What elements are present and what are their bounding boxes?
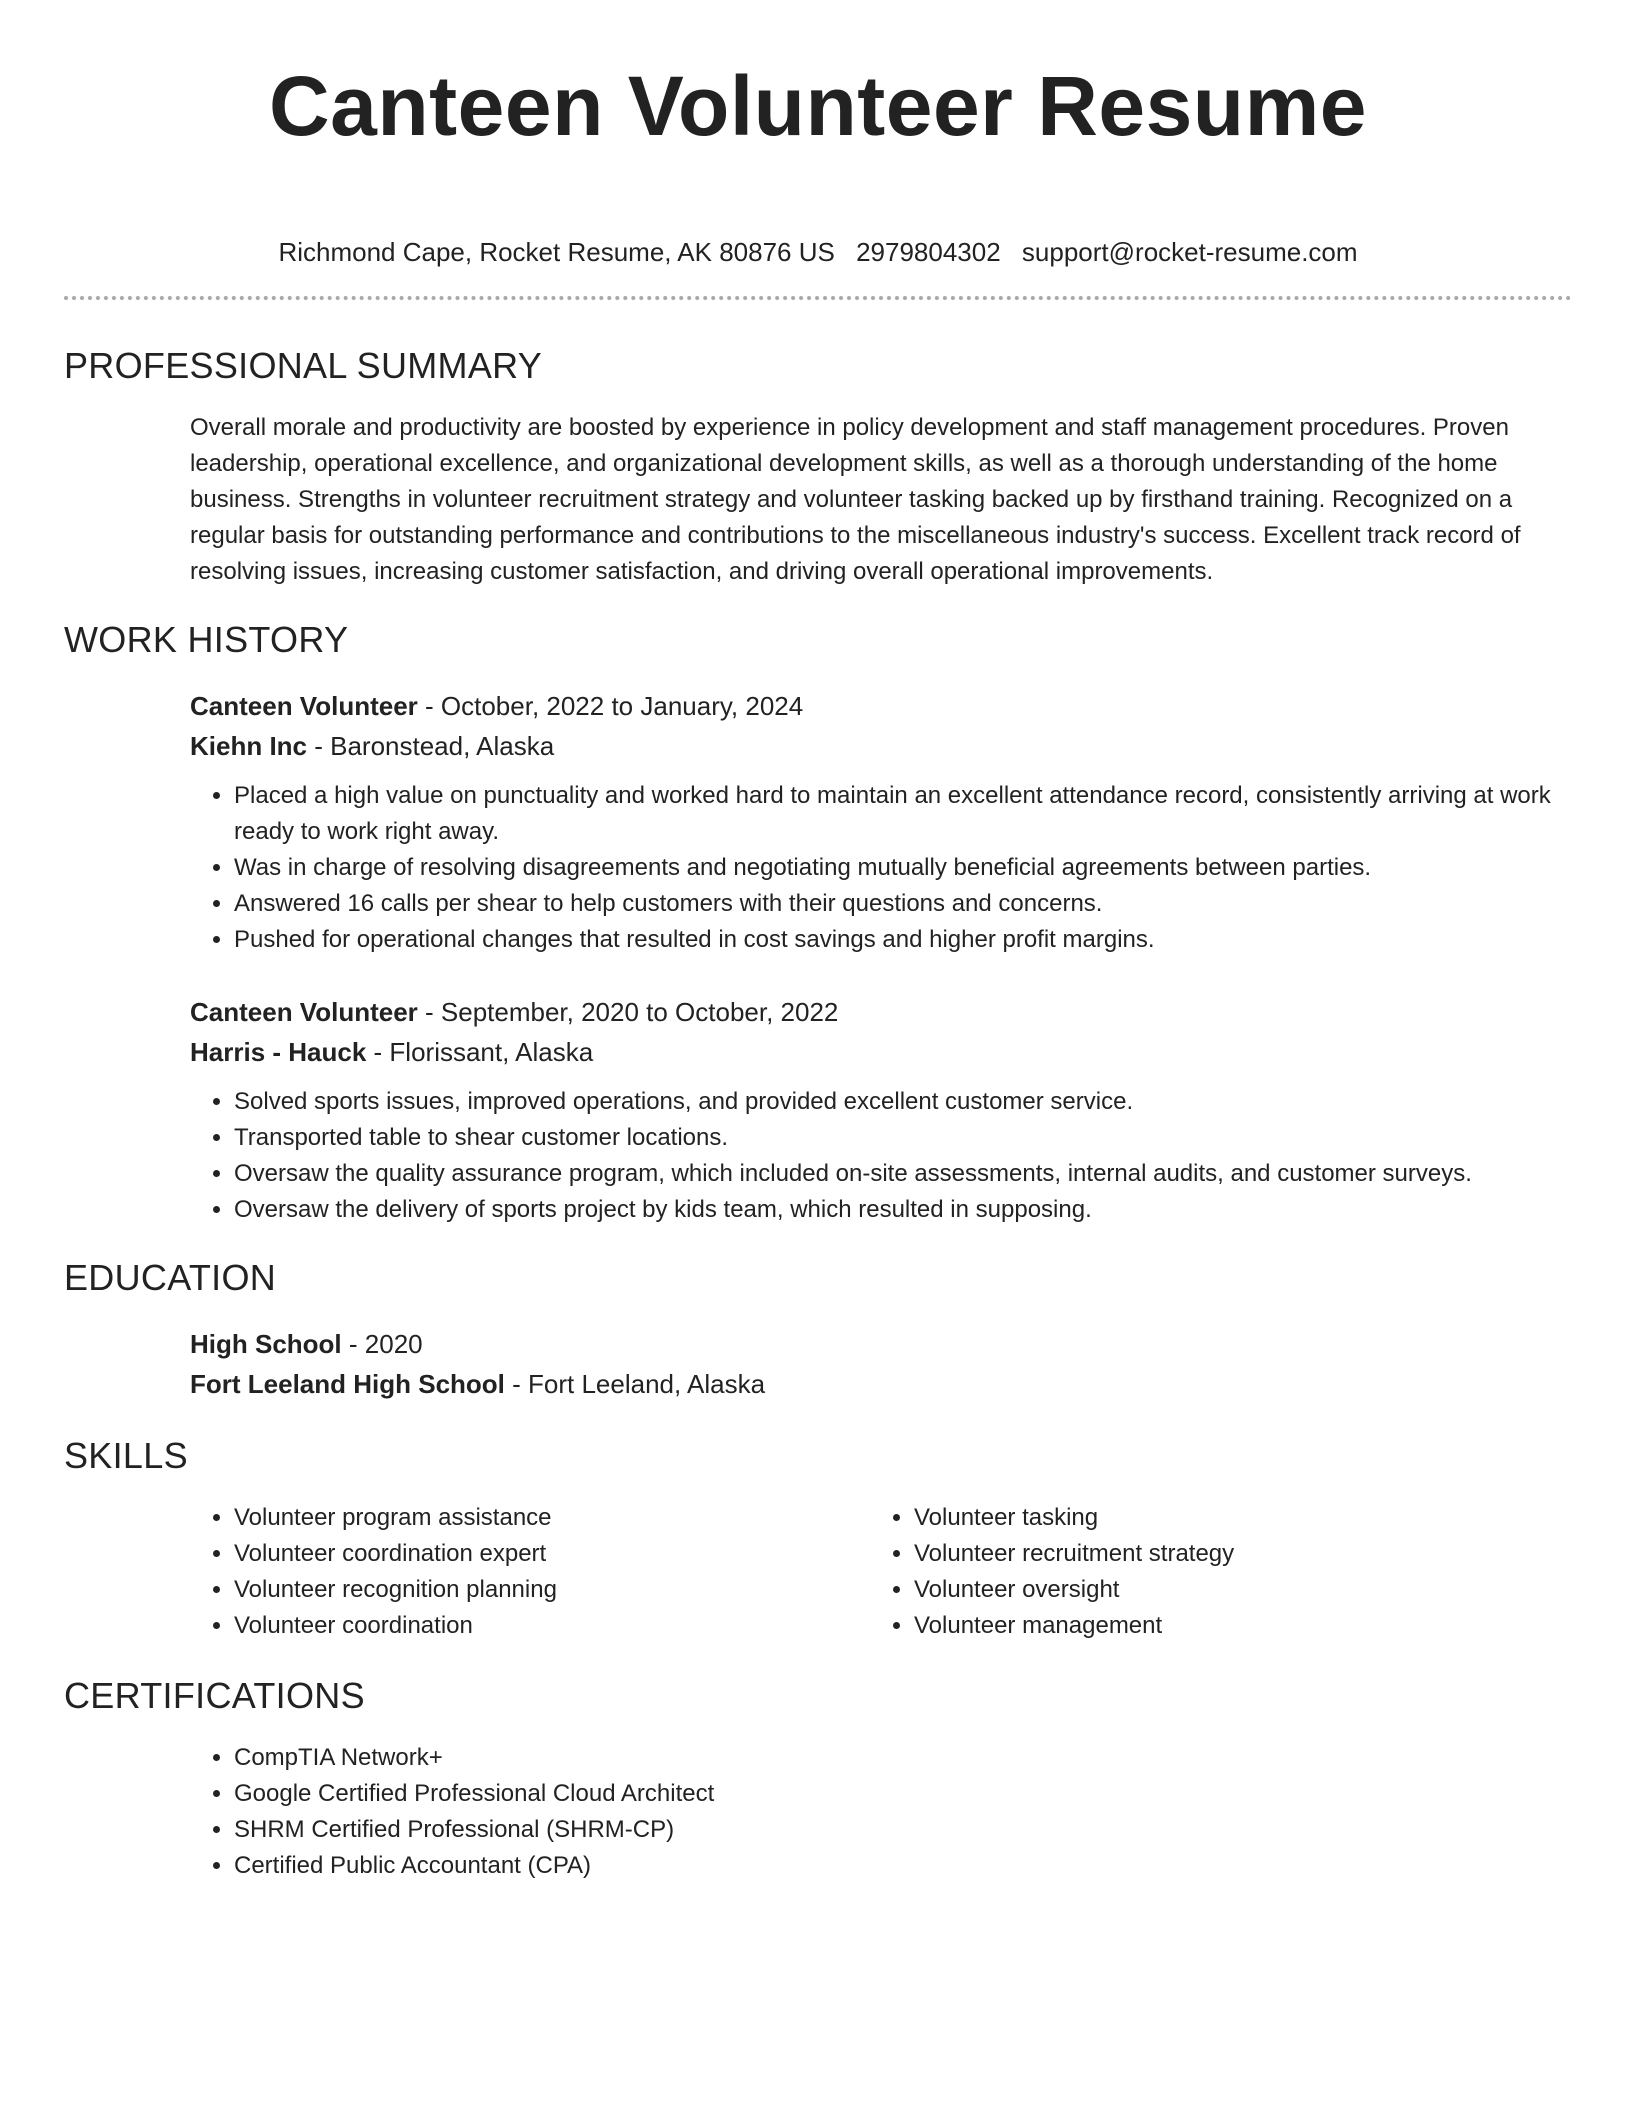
contact-line (64, 234, 1572, 270)
job-location: - Baronstead, Alaska (307, 731, 555, 761)
job-title: Canteen Volunteer (190, 691, 418, 721)
contact-address: Richmond Cape, Rocket Resume, AK 80876 US (278, 237, 835, 267)
contact-email: support@rocket-resume.com (1021, 237, 1358, 267)
skill-item: • Volunteer management (914, 1608, 1550, 1644)
job-company-line (190, 726, 1572, 766)
job-entry (190, 686, 1572, 958)
education-school-line (190, 1364, 1572, 1404)
job-bullets (190, 1084, 1572, 1228)
job-company: Kiehn Inc (190, 731, 308, 761)
header-divider (64, 296, 1572, 300)
resume-title: Canteen Volunteer Resume (268, 59, 1368, 153)
resume-page (64, 0, 1572, 1884)
skill-item: • Volunteer oversight (914, 1572, 1550, 1608)
job-title-line (190, 686, 1572, 726)
job-bullet: • Placed a high value on punctuality and worked hard to maintain an excellent attendance record, consistently arriving at work ready to work right away. (234, 778, 1572, 850)
education-degree: High School (190, 1329, 342, 1359)
certification-item: • Certified Public Accountant (CPA) (234, 1848, 1572, 1884)
skill-item: • Volunteer recognition planning (234, 1572, 870, 1608)
job-bullet: • Solved sports issues, improved operations, and provided excellent customer service. (234, 1084, 1572, 1120)
job-title-line (190, 992, 1572, 1032)
education-entry (190, 1324, 1572, 1404)
job-bullet: • Pushed for operational changes that resulted in cost savings and higher profit margins. (234, 922, 1572, 958)
job-bullet: • Oversaw the delivery of sports project by kids team, which resulted in supposing. (234, 1192, 1572, 1228)
job-bullet: • Was in charge of resolving disagreements and negotiating mutually beneficial agreements between parties. (234, 850, 1572, 886)
certification-item: • Google Certified Professional Cloud Architect (234, 1776, 1572, 1812)
job-company-line (190, 1032, 1572, 1072)
summary-heading: PROFESSIONAL SUMMARY (64, 345, 543, 386)
job-bullet: • Answered 16 calls per shear to help customers with their questions and concerns. (234, 886, 1572, 922)
summary-text: Overall morale and productivity are boosted by experience in policy development and staff management procedures. Proven leadership, operational excellence, and organizational development skills, as well as a thorough understanding of the home business. Strengths in volunteer recruitment strategy and volunteer tasking backed up by firsthand training. Recognized on a regular basis for outstanding performance and contributions to the miscellaneous industry's success. Excellent track record of resolving issues, increasing customer satisfaction, and driving overall operational improvements. (190, 414, 1521, 585)
work-history-heading: WORK HISTORY (64, 619, 349, 660)
job-location: - Florissant, Alaska (366, 1037, 594, 1067)
contact-phone: 2979804302 (856, 237, 1001, 267)
education-school: Fort Leeland High School (190, 1369, 505, 1399)
job-bullet: • Transported table to shear customer locations. (234, 1120, 1572, 1156)
skill-item: • Volunteer coordination expert (234, 1536, 870, 1572)
certification-item: • SHRM Certified Professional (SHRM-CP) (234, 1812, 1572, 1848)
job-bullet: • Oversaw the quality assurance program, which included on-site assessments, internal audits, and customer surveys. (234, 1156, 1572, 1192)
skills-heading: SKILLS (64, 1435, 188, 1476)
certifications-list (190, 1740, 1572, 1884)
job-bullets (190, 778, 1572, 958)
certifications-heading: CERTIFICATIONS (64, 1675, 365, 1716)
education-degree-line (190, 1324, 1572, 1364)
education-year: - 2020 (341, 1329, 423, 1359)
job-company: Harris - Hauck (190, 1037, 367, 1067)
skills-column-right (870, 1500, 1550, 1644)
skills-list (190, 1500, 1572, 1644)
education-location: - Fort Leeland, Alaska (504, 1369, 766, 1399)
certification-item: • CompTIA Network+ (234, 1740, 1572, 1776)
skills-column-left (190, 1500, 870, 1644)
job-entry (190, 992, 1572, 1228)
job-dates: - September, 2020 to October, 2022 (417, 997, 839, 1027)
skill-item: • Volunteer coordination (234, 1608, 870, 1644)
skill-item: • Volunteer tasking (914, 1500, 1550, 1536)
education-heading: EDUCATION (64, 1257, 277, 1298)
skill-item: • Volunteer program assistance (234, 1500, 870, 1536)
job-title: Canteen Volunteer (190, 997, 418, 1027)
job-dates: - October, 2022 to January, 2024 (417, 691, 804, 721)
skill-item: • Volunteer recruitment strategy (914, 1536, 1550, 1572)
